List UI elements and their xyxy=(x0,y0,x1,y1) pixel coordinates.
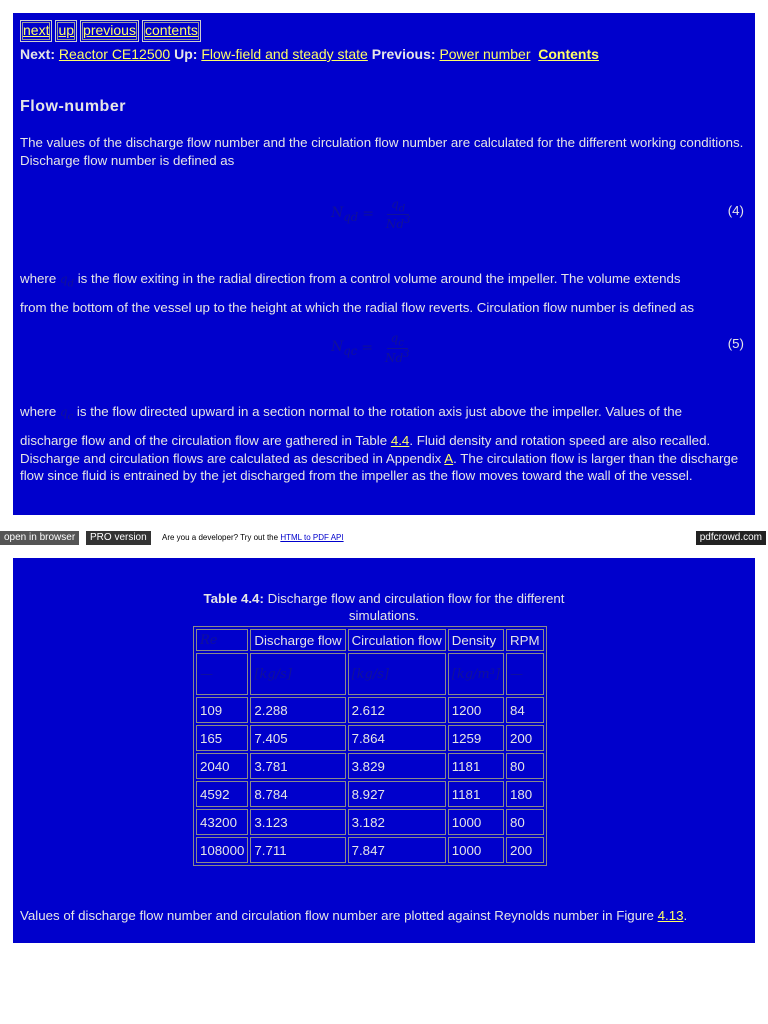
cell-re: 108000 xyxy=(196,837,248,863)
document-page-2 xyxy=(13,558,755,943)
cell-rpm: 80 xyxy=(506,809,544,835)
open-in-browser-button[interactable]: open in browser xyxy=(0,531,79,545)
figure-4-13-link[interactable]: 4.13 xyxy=(657,908,684,923)
nav-buttons xyxy=(20,20,201,42)
cell-circulation: 3.829 xyxy=(348,753,446,779)
equation-5: $N_{qc}$ = $\frac{q_c}{Nd^3}$ xyxy=(331,331,414,365)
intro-paragraph: The values of the discharge flow number and the circulation flow number are calculated for the different working conditions. Discharge flow number is defined as xyxy=(20,135,744,168)
table-row xyxy=(196,753,544,779)
eq4-numerator: $q_d$ xyxy=(387,197,409,215)
table-row xyxy=(196,725,544,751)
eq5-denominator: Nd$^3$ xyxy=(384,349,410,366)
cell-density: 1000 xyxy=(448,837,504,863)
table-unit-row xyxy=(196,653,544,695)
cell-discharge: 7.405 xyxy=(250,725,345,751)
cell-density: 1200 xyxy=(448,697,504,723)
cell-rpm: 80 xyxy=(506,753,544,779)
qd-symbol: $q_d$ xyxy=(59,272,75,290)
developer-promo: Are you a developer? Try out the HTML to PDF API xyxy=(162,533,344,542)
qc-symbol: $q_c$ xyxy=(59,405,74,423)
unit-cell: — xyxy=(506,653,544,695)
unit-cell: [kg/s] xyxy=(348,653,446,695)
discussion-paragraph: discharge flow and of the circulation flow are gathered in Table 4.4. Fluid density and rotation speed are also recalled. Discharge and circulation flows are calculated as described in Appendix A. The circulation flow is larger than the discharge flow since fluid is entrained by the jet discharged from the impeller as the flow moves toward the wall of the vessel. xyxy=(20,433,739,483)
cell-density: 1181 xyxy=(448,781,504,807)
table-row xyxy=(196,697,544,723)
appendix-a-link[interactable]: A xyxy=(444,450,454,466)
section-title: Flow-number xyxy=(20,98,126,115)
html-to-pdf-api-link[interactable]: HTML to PDF API xyxy=(280,533,344,542)
cell-re: 43200 xyxy=(196,809,248,835)
cell-density: 1000 xyxy=(448,809,504,835)
header-circulation: Circulation flow xyxy=(348,629,446,651)
where-paragraph-1-cont: from the bottom of the vessel up to the height at which the radial flow reverts. Circulation flow number is defined as xyxy=(20,300,695,315)
cell-re: 2040 xyxy=(196,753,248,779)
cell-discharge: 3.123 xyxy=(250,809,345,835)
cell-rpm: 200 xyxy=(506,725,544,751)
closing-paragraph: Values of discharge flow number and circulation flow number are plotted against Reynolds number in Figure 4.13. xyxy=(20,908,688,923)
previous-button[interactable]: previous xyxy=(80,20,139,42)
header-density: Density xyxy=(448,629,504,651)
table-row xyxy=(196,837,544,863)
next-label: Next: xyxy=(20,46,56,62)
equation-4-number: (4) xyxy=(727,203,744,218)
equation-4: $N_{qd}$ = $\frac{q_d}{Nd^3}$ xyxy=(331,197,414,231)
unit-cell: — xyxy=(196,653,248,695)
eq4-lhs: $N_{qd}$ xyxy=(331,204,359,224)
next-link[interactable]: Reactor CE12500 xyxy=(58,46,171,62)
cell-rpm: 200 xyxy=(506,837,544,863)
cell-re: 109 xyxy=(196,697,248,723)
cell-discharge: 8.784 xyxy=(250,781,345,807)
cell-discharge: 3.781 xyxy=(250,753,345,779)
cell-rpm: 180 xyxy=(506,781,544,807)
eq4-denominator: Nd$^3$ xyxy=(385,215,411,232)
header-rpm: RPM xyxy=(506,629,544,651)
cell-circulation: 8.927 xyxy=(348,781,446,807)
previous-link[interactable]: Power number xyxy=(439,46,531,62)
up-link[interactable]: Flow-field and steady state xyxy=(201,46,368,62)
cell-discharge: 2.288 xyxy=(250,697,345,723)
cell-re: 4592 xyxy=(196,781,248,807)
cell-circulation: 3.182 xyxy=(348,809,446,835)
table-header-row xyxy=(196,629,544,651)
table-4-4-link[interactable]: 4.4 xyxy=(390,433,410,448)
contents-button[interactable]: contents xyxy=(142,20,201,42)
cell-density: 1181 xyxy=(448,753,504,779)
cell-circulation: 7.864 xyxy=(348,725,446,751)
pdfcrowd-bar xyxy=(0,531,768,545)
document-page-1 xyxy=(13,13,755,515)
cell-circulation: 7.847 xyxy=(348,837,446,863)
cell-re: 165 xyxy=(196,725,248,751)
where-paragraph-1: where $q_d$ is the flow exiting in the radial direction from a control volume around the impeller. The volume extends xyxy=(20,271,681,290)
previous-label: Previous: xyxy=(371,46,436,62)
up-label: Up: xyxy=(174,46,198,62)
cell-rpm: 84 xyxy=(506,697,544,723)
header-discharge: Discharge flow xyxy=(250,629,345,651)
next-button[interactable]: next xyxy=(20,20,52,42)
eq5-numerator: $q_c$ xyxy=(387,331,408,349)
table-row xyxy=(196,809,544,835)
eq5-lhs: $N_{qc}$ xyxy=(331,338,358,358)
header-re: Re xyxy=(196,629,248,651)
pro-version-button[interactable]: PRO version xyxy=(86,531,151,545)
equation-5-number: (5) xyxy=(727,336,744,351)
cell-discharge: 7.711 xyxy=(250,837,345,863)
unit-cell: [kg/m³] xyxy=(448,653,504,695)
flow-table xyxy=(193,626,547,866)
table-caption: Table 4.4: Discharge flow and circulation flow for the different simulations. xyxy=(203,591,565,623)
pdfcrowd-logo[interactable]: pdfcrowd.com xyxy=(696,531,766,545)
cell-density: 1259 xyxy=(448,725,504,751)
cell-circulation: 2.612 xyxy=(348,697,446,723)
where-paragraph-2: where $q_c$ is the flow directed upward in a section normal to the rotation axis just above the impeller. Values of the xyxy=(20,404,683,423)
contents-link[interactable]: Contents xyxy=(538,46,599,62)
navigation-line xyxy=(20,46,599,62)
up-button[interactable]: up xyxy=(55,20,77,42)
unit-cell: [kg/s] xyxy=(250,653,345,695)
table-row xyxy=(196,781,544,807)
